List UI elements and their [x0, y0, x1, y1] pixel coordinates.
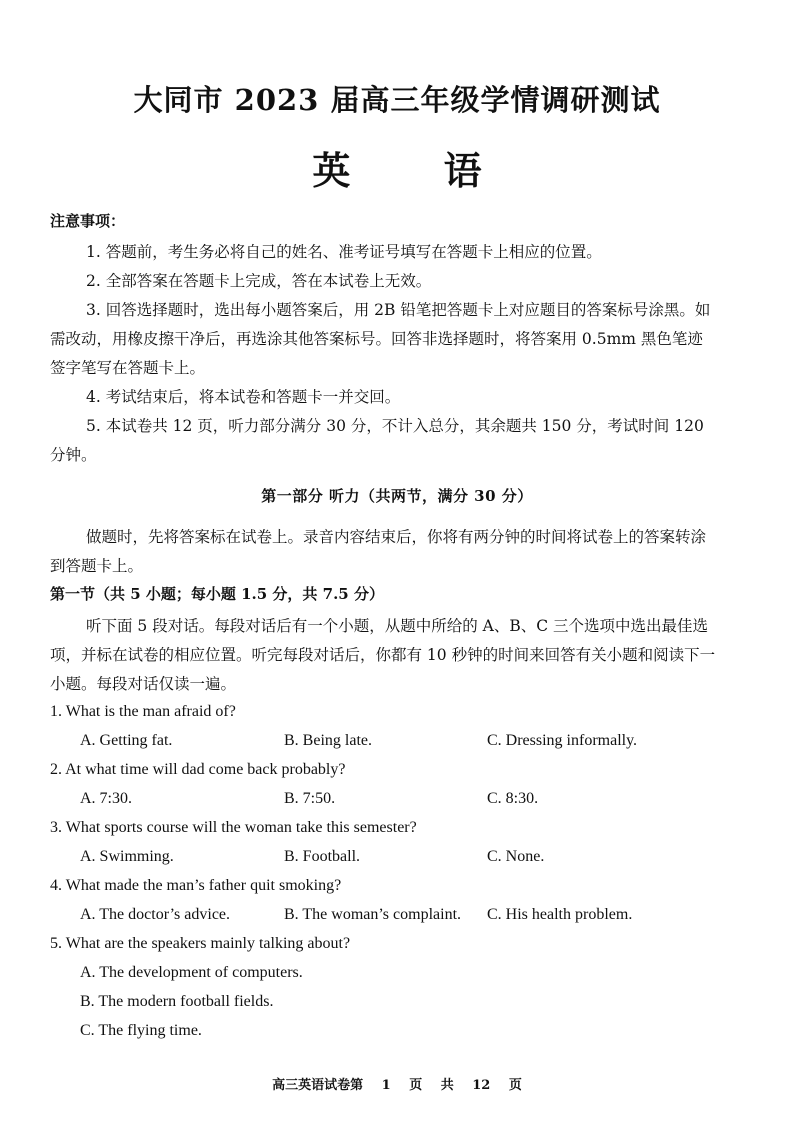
- option-a: A. The doctor’s advice.: [80, 906, 231, 923]
- option-a: A. Getting fat.: [80, 732, 173, 749]
- part1-heading: 第一部分 听力（共两节，满分 30 分）: [261, 487, 533, 505]
- question-stem: 5. What are the speakers mainly talking about?: [50, 935, 351, 952]
- section1-instructions: 听下面 5 段对话。每段对话后有一个小题，从题中所给的 A、B、C 三个选项中选出最佳选项，并标在试卷的相应位置。听完每段对话后，你都有 10 秒钟的时间来回答有关小题和阅读下一小题。每段对话仅读一遍。: [50, 617, 716, 693]
- note-item: 1. 答题前，考生务必将自己的姓名、准考证号填写在答题卡上相应的位置。: [86, 243, 602, 261]
- option-c: C. None.: [487, 848, 545, 865]
- question-stem: 2. At what time will dad come back probably?: [50, 761, 346, 778]
- question-stem: 4. What made the man’s father quit smoking?: [50, 877, 342, 894]
- note-item: 2. 全部答案在答题卡上完成，答在本试卷上无效。: [86, 272, 432, 290]
- option-c: C. Dressing informally.: [487, 732, 638, 749]
- option-b: B. The modern football fields.: [80, 993, 274, 1010]
- notes-heading: 注意事项：: [50, 212, 126, 230]
- subject-title: 英 语: [312, 148, 522, 193]
- option-b: B. Football.: [284, 848, 361, 865]
- note-item: 5. 本试卷共 12 页，听力部分满分 30 分，不计入总分，其余题共 150 分，考试时间 120 分钟。: [50, 417, 704, 464]
- option-b: B. 7:50.: [284, 790, 336, 807]
- option-c: C. The flying time.: [80, 1022, 202, 1039]
- page-footer: 高三英语试卷第 1 页 共 12 页: [272, 1078, 522, 1093]
- exam-title: 大同市 2023 届高三年级学情调研测试: [133, 83, 661, 117]
- part1-intro: 做题时，先将答案标在试卷上。录音内容结束后，你将有两分钟的时间将试卷上的答案转涂到答题卡上。: [50, 528, 707, 575]
- option-a: A. Swimming.: [80, 848, 174, 865]
- option-a: A. The development of computers.: [80, 964, 303, 981]
- option-c: C. 8:30.: [487, 790, 539, 807]
- question-stem: 3. What sports course will the woman take this semester?: [50, 819, 417, 836]
- note-item: 4. 考试结束后，将本试卷和答题卡一并交回。: [86, 388, 401, 406]
- note-item: 3. 回答选择题时，选出每小题答案后，用 2B 铅笔把答题卡上对应题目的答案标号涂黑。如需改动，用橡皮擦干净后，再选涂其他答案标号。回答非选择题时，将答案用 0.5mm 黑色笔迹签字笔写在答题卡上。: [50, 301, 711, 377]
- option-b: B. The woman’s complaint.: [284, 906, 462, 923]
- option-a: A. 7:30.: [80, 790, 132, 807]
- question-stem: 1. What is the man afraid of?: [50, 703, 236, 720]
- option-b: B. Being late.: [284, 732, 372, 749]
- section1-heading: 第一节（共 5 小题；每小题 1.5 分，共 7.5 分）: [50, 585, 384, 603]
- option-c: C. His health problem.: [487, 906, 633, 923]
